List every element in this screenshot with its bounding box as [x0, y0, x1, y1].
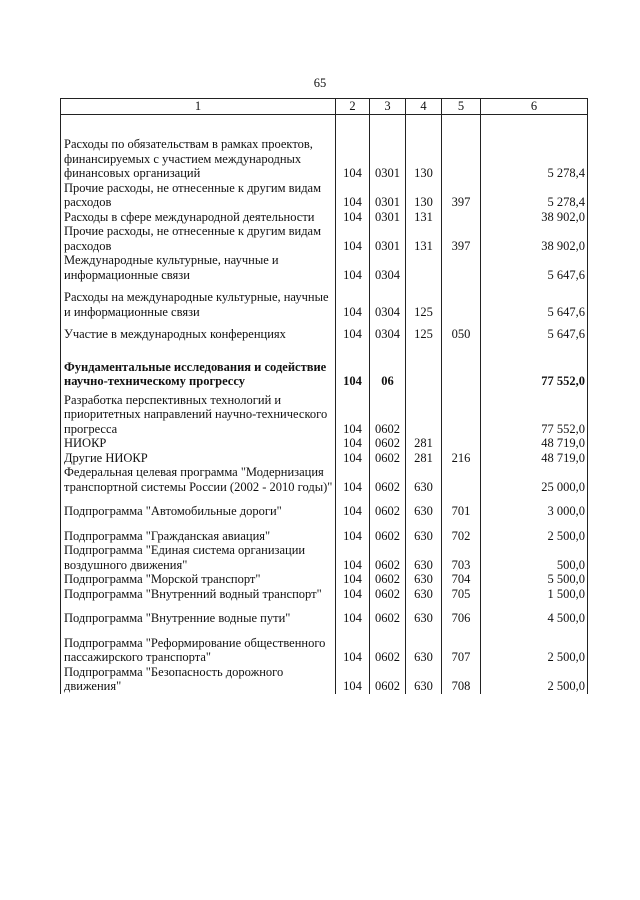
row-code-2: 104: [336, 665, 370, 694]
row-code-4: 125: [406, 327, 442, 342]
row-code-4: 630: [406, 665, 442, 694]
row-amount: 5 500,0: [481, 572, 588, 587]
table-row: [61, 451, 588, 466]
row-code-5: 707: [442, 636, 481, 665]
row-code-3: 0602: [370, 451, 406, 466]
row-code-5: 216: [442, 451, 481, 466]
row-code-4: [406, 393, 442, 437]
row-code-5: 397: [442, 181, 481, 210]
column-header-4: 4: [406, 99, 442, 115]
row-amount: 5 278,4: [481, 137, 588, 181]
row-code-3: 0602: [370, 665, 406, 694]
row-amount: 5 278,4: [481, 181, 588, 210]
row-amount: 2 500,0: [481, 529, 588, 544]
row-code-3: 0602: [370, 393, 406, 437]
row-code-2: 104: [336, 611, 370, 626]
row-code-4: 630: [406, 572, 442, 587]
row-code-5: 704: [442, 572, 481, 587]
row-code-3: 0602: [370, 436, 406, 451]
row-code-3: 0304: [370, 290, 406, 319]
row-name: Подпрограмма "Морской транспорт": [61, 572, 336, 587]
row-code-2: 104: [336, 181, 370, 210]
row-code-2: 104: [336, 290, 370, 319]
row-code-5: [442, 465, 481, 494]
header-row: [61, 99, 588, 115]
row-code-4: 125: [406, 290, 442, 319]
row-code-3: 0602: [370, 465, 406, 494]
row-name: Подпрограмма "Автомобильные дороги": [61, 504, 336, 519]
row-code-3: 0301: [370, 181, 406, 210]
column-header-6: 6: [481, 99, 588, 115]
spacer-row: [61, 115, 588, 138]
row-name: Подпрограмма "Гражданская авиация": [61, 529, 336, 544]
row-code-3: 0301: [370, 210, 406, 225]
row-code-5: 702: [442, 529, 481, 544]
table-row: [61, 181, 588, 210]
row-code-4: 630: [406, 465, 442, 494]
table-row: [61, 224, 588, 253]
row-name: НИОКР: [61, 436, 336, 451]
row-code-3: 0602: [370, 611, 406, 626]
row-name: Фундаментальные исследования и содействие научно-техническому прогрессу: [61, 360, 336, 389]
row-code-2: 104: [336, 504, 370, 519]
table-row: [61, 210, 588, 225]
row-code-3: 0602: [370, 587, 406, 602]
spacer-row: [61, 319, 588, 327]
row-code-3: 0301: [370, 137, 406, 181]
row-code-2: 104: [336, 636, 370, 665]
row-code-4: 130: [406, 137, 442, 181]
row-code-5: [442, 393, 481, 437]
row-amount: 48 719,0: [481, 451, 588, 466]
spacer-row: [61, 282, 588, 290]
row-name: Подпрограмма "Реформирование общественного пассажирского транспорта": [61, 636, 336, 665]
row-code-3: 0602: [370, 504, 406, 519]
row-code-2: 104: [336, 529, 370, 544]
column-header-1: 1: [61, 99, 336, 115]
row-code-2: 104: [336, 451, 370, 466]
row-code-2: 104: [336, 572, 370, 587]
row-code-3: 0301: [370, 224, 406, 253]
row-amount: 2 500,0: [481, 665, 588, 694]
row-code-3: 0304: [370, 253, 406, 282]
row-code-4: [406, 360, 442, 389]
row-code-2: 104: [336, 465, 370, 494]
row-code-3: 0602: [370, 529, 406, 544]
row-name: Подпрограмма "Безопасность дорожного движения": [61, 665, 336, 694]
row-code-2: 104: [336, 327, 370, 342]
row-code-3: 0602: [370, 636, 406, 665]
row-code-4: 281: [406, 451, 442, 466]
table-row: [61, 137, 588, 181]
column-header-2: 2: [336, 99, 370, 115]
row-name: Расходы на международные культурные, научные и информационные связи: [61, 290, 336, 319]
table-row: [61, 543, 588, 572]
row-name: Подпрограмма "Единая система организации воздушного движения": [61, 543, 336, 572]
table-row: [61, 290, 588, 319]
row-amount: 77 552,0: [481, 360, 588, 389]
column-header-5: 5: [442, 99, 481, 115]
row-amount: 1 500,0: [481, 587, 588, 602]
row-code-4: 131: [406, 210, 442, 225]
row-code-3: 0602: [370, 572, 406, 587]
row-name: Разработка перспективных технологий и приоритетных направлений научно-технического прогресса: [61, 393, 336, 437]
table-row: [61, 665, 588, 694]
row-name: Расходы в сфере международной деятельности: [61, 210, 336, 225]
row-name: Расходы по обязательствам в рамках проектов, финансируемых с участием международных финансовых организаций: [61, 137, 336, 181]
row-amount: 38 902,0: [481, 224, 588, 253]
table-row: [61, 504, 588, 519]
table-row: [61, 253, 588, 282]
spacer-row: [61, 342, 588, 360]
row-code-4: 130: [406, 181, 442, 210]
row-amount: 5 647,6: [481, 253, 588, 282]
row-amount: 25 000,0: [481, 465, 588, 494]
page-number: 65: [313, 76, 327, 90]
row-code-2: 104: [336, 137, 370, 181]
row-code-2: 104: [336, 210, 370, 225]
row-code-5: [442, 253, 481, 282]
row-code-5: 706: [442, 611, 481, 626]
row-code-5: 701: [442, 504, 481, 519]
row-code-4: 131: [406, 224, 442, 253]
table-row-section: [61, 360, 588, 389]
row-code-2: 104: [336, 393, 370, 437]
row-amount: 77 552,0: [481, 393, 588, 437]
row-code-5: [442, 290, 481, 319]
row-amount: 5 647,6: [481, 327, 588, 342]
row-code-2: 104: [336, 543, 370, 572]
spacer-row: [61, 519, 588, 529]
table-row: [61, 636, 588, 665]
row-amount: 2 500,0: [481, 636, 588, 665]
row-code-5: [442, 360, 481, 389]
row-name: Международные культурные, научные и информационные связи: [61, 253, 336, 282]
row-code-4: 630: [406, 611, 442, 626]
table-row: [61, 327, 588, 342]
row-code-5: [442, 436, 481, 451]
row-code-5: [442, 137, 481, 181]
row-code-4: [406, 253, 442, 282]
row-code-4: 281: [406, 436, 442, 451]
spacer-row: [61, 601, 588, 611]
row-code-2: 104: [336, 587, 370, 602]
spacer-row: [61, 494, 588, 504]
row-amount: 48 719,0: [481, 436, 588, 451]
row-code-3: 0304: [370, 327, 406, 342]
row-code-4: 630: [406, 529, 442, 544]
row-code-2: 104: [336, 436, 370, 451]
row-name: Подпрограмма "Внутренний водный транспорт": [61, 587, 336, 602]
row-code-5: 050: [442, 327, 481, 342]
row-amount: 4 500,0: [481, 611, 588, 626]
row-code-4: 630: [406, 543, 442, 572]
row-name: Федеральная целевая программа "Модернизация транспортной системы России (2002 - 2010 годы)": [61, 465, 336, 494]
column-header-3: 3: [370, 99, 406, 115]
table-row: [61, 587, 588, 602]
table-row: [61, 393, 588, 437]
row-code-2: 104: [336, 360, 370, 389]
row-code-5: 708: [442, 665, 481, 694]
table-row: [61, 572, 588, 587]
row-amount: 500,0: [481, 543, 588, 572]
row-name: Подпрограмма "Внутренние водные пути": [61, 611, 336, 626]
row-code-2: 104: [336, 224, 370, 253]
table-row: [61, 436, 588, 451]
table-row: [61, 611, 588, 626]
row-code-4: 630: [406, 636, 442, 665]
row-code-2: 104: [336, 253, 370, 282]
row-amount: 5 647,6: [481, 290, 588, 319]
table-row: [61, 465, 588, 494]
row-code-4: 630: [406, 587, 442, 602]
spacer-row: [61, 626, 588, 636]
row-code-4: 630: [406, 504, 442, 519]
row-code-5: 397: [442, 224, 481, 253]
table-row: [61, 529, 588, 544]
row-code-5: [442, 210, 481, 225]
row-name: Участие в международных конференциях: [61, 327, 336, 342]
row-name: Другие НИОКР: [61, 451, 336, 466]
row-amount: 3 000,0: [481, 504, 588, 519]
row-amount: 38 902,0: [481, 210, 588, 225]
row-name: Прочие расходы, не отнесенные к другим видам расходов: [61, 181, 336, 210]
budget-table: [60, 98, 588, 694]
row-code-5: 703: [442, 543, 481, 572]
row-code-3: 06: [370, 360, 406, 389]
row-name: Прочие расходы, не отнесенные к другим видам расходов: [61, 224, 336, 253]
row-code-3: 0602: [370, 543, 406, 572]
row-code-5: 705: [442, 587, 481, 602]
